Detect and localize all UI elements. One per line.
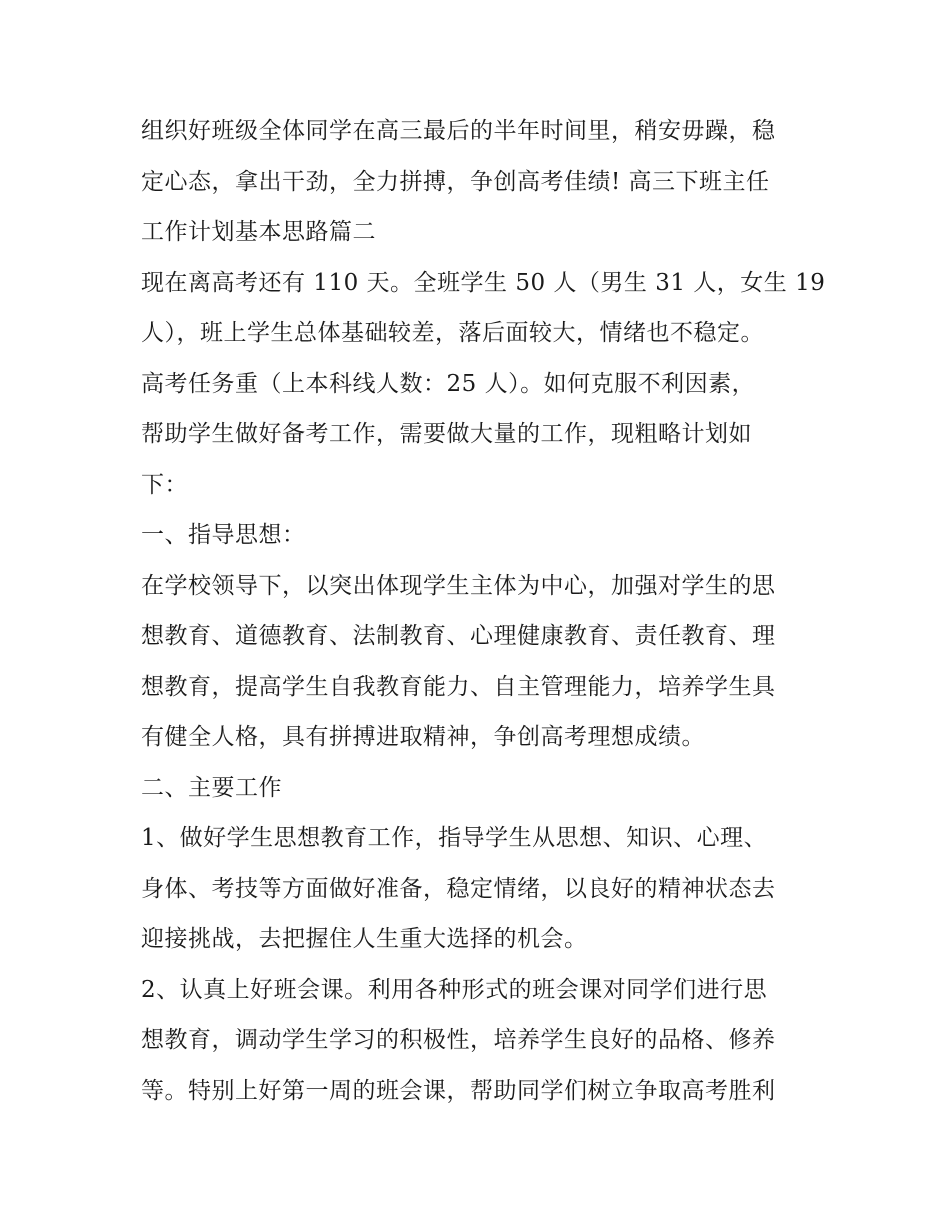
text-line: 想教育，提高学生自我教育能力、自主管理能力，培养学生具 [141,674,776,700]
text-line: 在学校领导下，以突出体现学生主体为中心，加强对学生的思 [141,573,776,599]
text-line: 身体、考技等方面做好准备，稳定情绪，以良好的精神状态去 [141,876,776,902]
text-line: 高考任务重（上本科线人数：25 人）。如何克服不利因素， [141,371,756,397]
text-line: 想教育，调动学生学习的积极性，培养学生良好的品格、修养 [141,1027,776,1053]
text-line: 帮助学生做好备考工作，需要做大量的工作，现粗略计划如 [141,421,752,447]
text-line: 2、认真上好班会课。利用各种形式的班会课对同学们进行思 [141,977,768,1003]
text-line: 人），班上学生总体基础较差，落后面较大，情绪也不稳定。 [141,320,764,346]
text-line: 等。特别上好第一周的班会课，帮助同学们树立争取高考胜利 [141,1078,776,1104]
text-line: 下： [141,472,188,498]
text-line: 定心态，拿出干劲，全力拼搏，争创高考佳绩! 高三下班主任 [141,169,770,195]
text-line: 有健全人格，具有拼搏进取精神，争创高考理想成绩。 [141,724,705,750]
text-line: 想教育、道德教育、法制教育、心理健康教育、责任教育、理 [141,623,776,649]
text-line: 现在离高考还有 110 天。全班学生 50 人（男生 31 人，女生 19 [141,270,826,296]
text-line: 1、做好学生思想教育工作，指导学生从思想、知识、心理、 [141,825,768,851]
heading-main-work: 二、主要工作 [141,775,282,801]
heading-guiding-thought: 一、指导思想： [141,522,306,548]
text-line: 组织好班级全体同学在高三最后的半年时间里，稍安毋躁，稳 [141,118,776,144]
section-title: 工作计划基本思路篇二 [141,219,376,245]
text-line: 迎接挑战，去把握住人生重大选择的机会。 [141,926,588,952]
